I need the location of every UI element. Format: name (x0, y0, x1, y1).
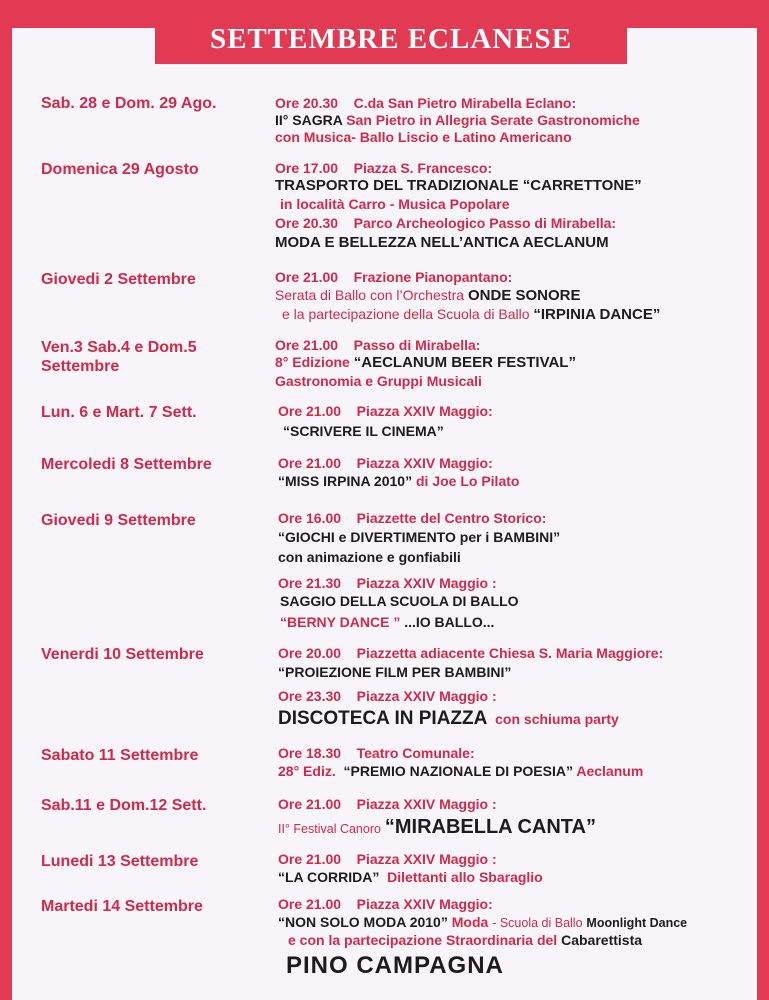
event-line (278, 575, 497, 592)
event-line (278, 914, 687, 932)
event-date: Venerdi 10 Settembre (41, 646, 204, 663)
event-place: Piazza XXIV Maggio : (356, 851, 497, 867)
event-date: Lunedi 13 Settembre (41, 853, 199, 870)
event-time: Ore 21.00 (278, 896, 342, 912)
event-time: Ore 23.30 (278, 688, 342, 704)
event-date: Domenica 29 Agosto (41, 161, 199, 178)
page-title: SETTEMBRE ECLANESE (155, 14, 627, 64)
event-description: 8° Edizione (275, 354, 350, 370)
event-date: Sabato 11 Settembre (41, 747, 199, 764)
event-line (278, 707, 619, 731)
event-description: - Scuola di Ballo (492, 916, 583, 930)
event-line (278, 869, 543, 886)
event-title: “SCRIVERE IL CINEMA” (283, 423, 444, 439)
event-line (278, 896, 493, 913)
event-title: “GIOCHI e DIVERTIMENTO per i BAMBINI” (278, 529, 561, 545)
event-line (275, 269, 512, 286)
event-place: Piazzette del Centro Storico: (356, 510, 547, 526)
event-time: Ore 17.00 (275, 160, 339, 176)
event-time: Ore 21.00 (278, 796, 342, 812)
event-title: SAGGIO DELLA SCUOLA DI BALLO (280, 593, 519, 609)
event-place: Piazza XXIV Maggio: (356, 403, 493, 419)
event-line (278, 688, 497, 705)
event-time: Ore 21.00 (275, 337, 339, 353)
event-description: con schiuma party (495, 711, 619, 727)
event-line (275, 112, 640, 129)
event-line (275, 287, 581, 304)
event-line (278, 510, 546, 527)
event-title: “NON SOLO MODA 2010” (278, 914, 448, 930)
event-place: Parco Archeologico Passo di Mirabella: (353, 215, 617, 231)
event-description: con Musica- Ballo Liscio e Latino Americano (275, 129, 572, 145)
event-time: Ore 20.00 (278, 645, 342, 661)
event-line (275, 95, 576, 112)
event-line (275, 337, 480, 354)
event-line (278, 645, 663, 662)
event-place: Piazza XXIV Maggio : (356, 796, 497, 812)
event-date: Settembre (41, 358, 120, 375)
event-date: Mercoledi 8 Settembre (41, 456, 212, 473)
event-title: “BERNY DANCE ” (280, 614, 401, 630)
event-description: e la partecipazione della Scuola di Ballo (282, 306, 530, 322)
event-date: Sab. 28 e Dom. 29 Ago. (41, 95, 217, 112)
event-title: “AECLANUM BEER FESTIVAL” (353, 354, 576, 371)
event-title: MODA E BELLEZZA NELL’ANTICA AECLANUM (275, 234, 609, 251)
event-time: Ore 21.00 (278, 851, 342, 867)
event-date: Lun. 6 e Mart. 7 Sett. (41, 404, 197, 421)
event-place: Piazza S. Francesco: (353, 160, 493, 176)
event-time: Ore 20.30 (275, 215, 339, 231)
event-line (278, 473, 519, 490)
event-description: Cabarettista (561, 932, 643, 948)
event-title: TRASPORTO DEL TRADIZIONALE “CARRETTONE” (275, 177, 642, 194)
event-time: Ore 18.30 (278, 745, 342, 761)
event-time: Ore 21.00 (278, 403, 342, 419)
event-line (278, 455, 493, 472)
event-time: Ore 21.30 (278, 575, 342, 591)
event-line (278, 745, 475, 762)
event-description: ...IO BALLO... (404, 614, 495, 630)
event-time: Ore 21.00 (278, 455, 342, 471)
event-date: Giovedi 2 Settembre (41, 271, 196, 288)
event-place: Piazzetta adiacente Chiesa S. Maria Maggiore: (356, 645, 664, 661)
event-description: con animazione e gonfiabili (278, 549, 461, 565)
event-place: Piazza XXIV Maggio : (356, 575, 497, 591)
event-description: Serata di Ballo con l’Orchestra (275, 287, 465, 303)
event-line (288, 932, 642, 949)
event-line (275, 160, 492, 177)
event-description: in località Carro - Musica Popolare (280, 196, 510, 212)
event-title: II° SAGRA (275, 112, 343, 128)
event-place: Teatro Comunale: (356, 745, 475, 761)
event-description: di Joe Lo Pilato (415, 473, 520, 489)
event-date: Martedi 14 Settembre (41, 898, 203, 915)
event-description: II° Festival Canoro (278, 822, 381, 836)
event-description: Moonlight Dance (586, 916, 688, 930)
event-line (280, 614, 494, 631)
event-title: ONDE SONORE (467, 287, 581, 304)
event-place: Piazza XXIV Maggio : (356, 688, 497, 704)
event-place: Frazione Pianopantano: (353, 269, 513, 285)
event-line (282, 306, 660, 323)
event-place: Piazza XXIV Maggio: (356, 896, 493, 912)
event-title: “IRPINIA DANCE” (533, 306, 661, 323)
event-date: Ven.3 Sab.4 e Dom.5 (41, 339, 197, 356)
event-description: Gastronomia e Gruppi Musicali (275, 373, 482, 389)
event-line (278, 796, 497, 813)
event-title: DISCOTECA IN PIAZZA (278, 708, 488, 729)
event-line (278, 851, 497, 868)
event-title: “MIRABELLA CANTA” (384, 816, 596, 838)
event-place: C.da San Pietro Mirabella Eclano: (353, 95, 577, 111)
event-description: Moda (451, 914, 489, 930)
event-line (278, 763, 643, 780)
event-title: PINO CAMPAGNA (286, 952, 504, 979)
event-description: Dilettanti allo Sbaraglio (387, 869, 543, 885)
event-line (278, 815, 596, 841)
event-description: Aeclanum (576, 763, 644, 779)
event-title: “LA CORRIDA” (278, 869, 380, 885)
event-place: Passo di Mirabella: (353, 337, 481, 353)
event-date: Giovedi 9 Settembre (41, 512, 196, 529)
event-line (275, 354, 576, 371)
event-date: Sab.11 e Dom.12 Sett. (41, 797, 207, 814)
event-line (275, 215, 616, 232)
event-description: 28° Ediz. (278, 763, 336, 779)
event-line (278, 403, 493, 420)
event-time: Ore 21.00 (275, 269, 339, 285)
event-time: Ore 20.30 (275, 95, 339, 111)
event-description: e con la partecipazione Straordinaria del (288, 932, 558, 948)
event-title: “MISS IRPINA 2010” (278, 473, 413, 489)
event-place: Piazza XXIV Maggio: (356, 455, 493, 471)
event-description: San Pietro in Allegria Serate Gastronomiche (346, 112, 640, 128)
event-title: “PROIEZIONE FILM PER BAMBINI” (278, 664, 512, 680)
event-title: “PREMIO NAZIONALE DI POESIA” (343, 763, 573, 779)
event-time: Ore 16.00 (278, 510, 342, 526)
